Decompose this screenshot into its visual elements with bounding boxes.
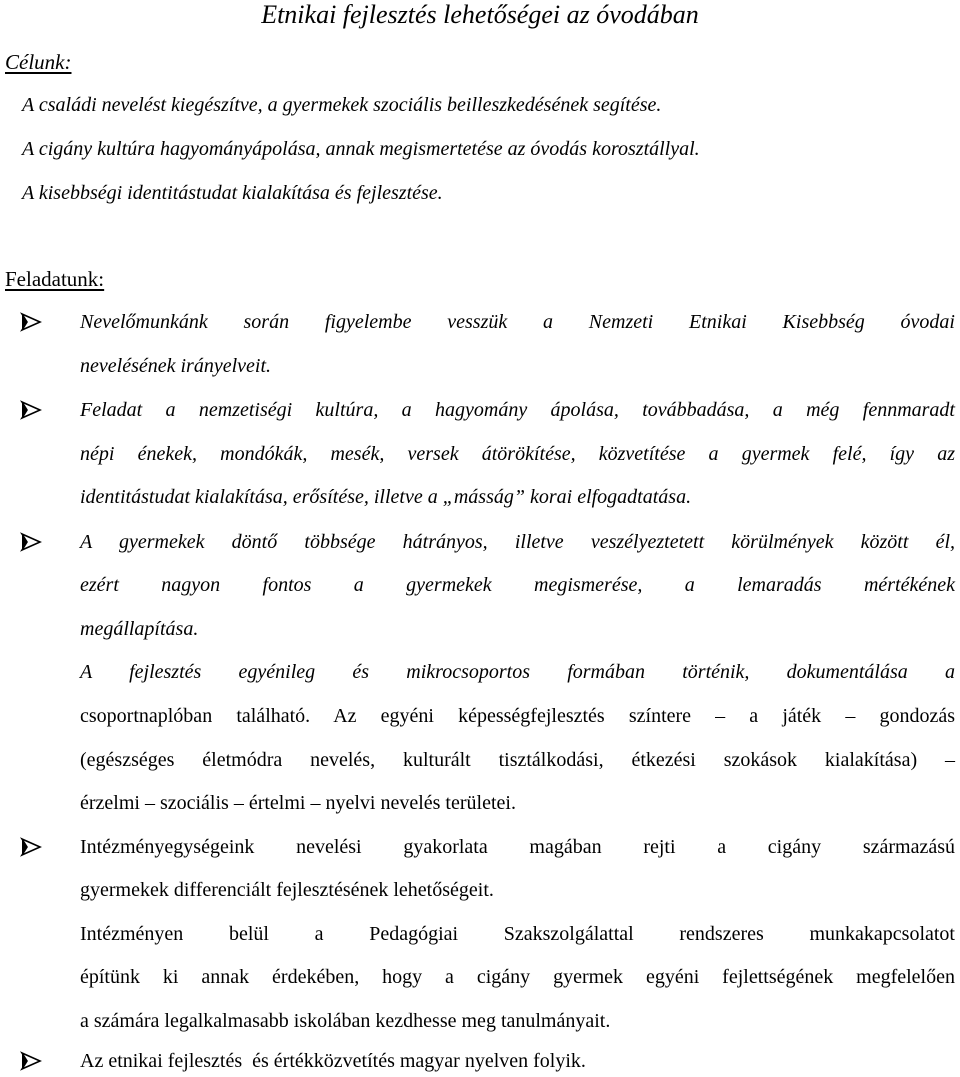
goal-item: A kisebbségi identitástudat kialakítása és fejlesztése. — [22, 182, 443, 204]
arrow-bullet-icon — [20, 531, 60, 557]
task-text-line: Intézményegységeink nevelési gyakorlata magában rejti a cigány származású — [80, 836, 955, 858]
arrow-bullet-icon — [20, 1050, 60, 1076]
task-text-line: építünk ki annak érdekében, hogy a cigány gyermek egyéni fejlettségének megfelelően — [80, 966, 955, 988]
task-text-line: Intézményen belül a Pedagógiai Szakszolgálattal rendszeres munkakapcsolatot — [80, 923, 955, 945]
task-text-line: identitástudat kialakítása, erősítése, illetve a „másság” korai elfogadtatása. — [80, 486, 692, 508]
arrow-bullet-icon — [20, 311, 60, 337]
arrow-bullet-icon — [20, 399, 60, 425]
task-text-line: érzelmi – szociális – értelmi – nyelvi nevelés területei. — [80, 792, 516, 814]
task-text-line: A gyermekek döntő többsége hátrányos, illetve veszélyeztetett körülmények között él, — [80, 531, 955, 553]
task-text-line: csoportnaplóban található. Az egyéni képességfejlesztés színtere – a játék – gondozás — [80, 705, 955, 727]
task-text-line: népi énekek, mondókák, mesék, versek átörökítése, közvetítése a gyermek felé, így az — [80, 443, 955, 465]
goal-item: A cigány kultúra hagyományápolása, annak megismertetése az óvodás korosztállyal. — [22, 138, 700, 160]
task-text-line: Nevelőmunkánk során figyelembe vesszük a Nemzeti Etnikai Kisebbség óvodai — [80, 311, 955, 333]
goals-heading: Célunk: — [5, 50, 72, 74]
task-text-line: gyermekek differenciált fejlesztésének lehetőségeit. — [80, 879, 494, 901]
task-text-line: nevelésének irányelveit. — [80, 355, 271, 377]
task-text-line: A fejlesztés egyénileg és mikrocsoportos formában történik, dokumentálása a — [80, 661, 955, 683]
task-text-line: (egészséges életmódra nevelés, kulturált tisztálkodási, étkezési szokások kialakítása) – — [80, 749, 955, 771]
goal-item: A családi nevelést kiegészítve, a gyermekek szociális beilleszkedésének segítése. — [22, 94, 662, 116]
task-text-line: Feladat a nemzetiségi kultúra, a hagyomány ápolása, továbbadása, a még fennmaradt — [80, 399, 955, 421]
task-text-line: ezért nagyon fontos a gyermekek megismerése, a lemaradás mértékének — [80, 574, 955, 596]
task-text-line: Az etnikai fejlesztés és értékközvetítés magyar nyelven folyik. — [80, 1050, 586, 1072]
task-text-line: megállapítása. — [80, 618, 199, 640]
task-text-line: a számára legalkalmasabb iskolában kezdhesse meg tanulmányait. — [80, 1010, 611, 1032]
document-title: Etnikai fejlesztés lehetőségei az óvodában — [261, 0, 699, 29]
tasks-heading: Feladatunk: — [5, 267, 105, 291]
arrow-bullet-icon — [20, 836, 60, 862]
